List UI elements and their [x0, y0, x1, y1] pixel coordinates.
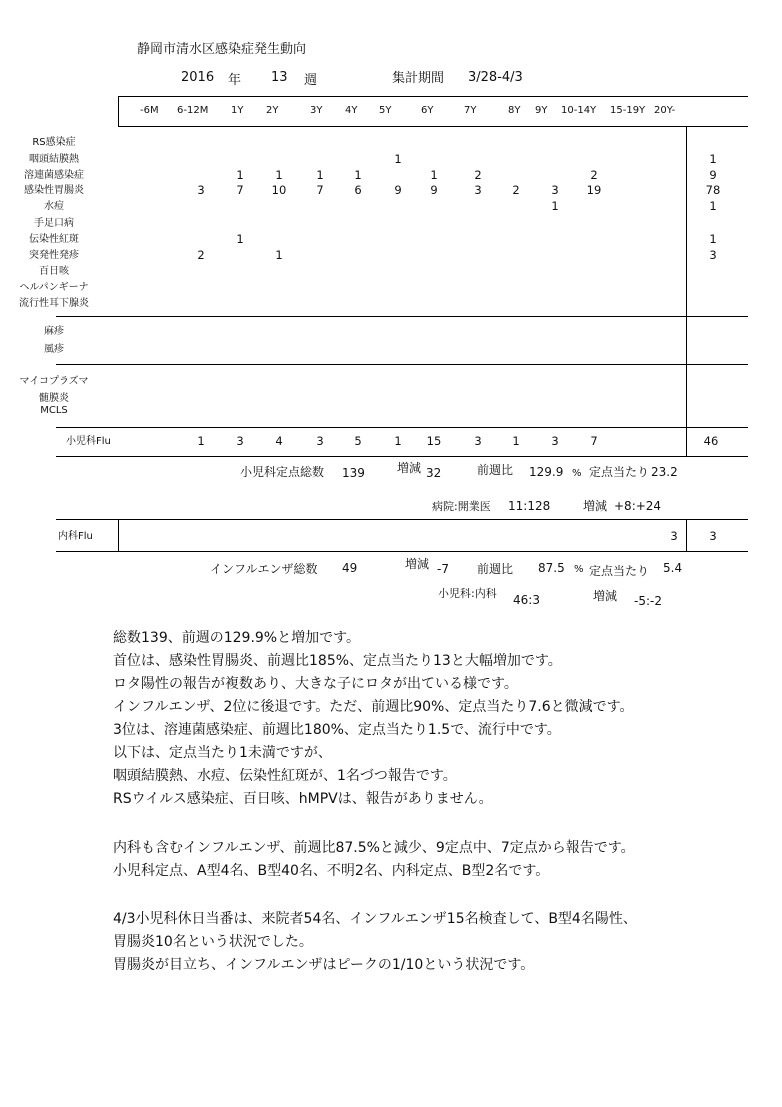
table-cell: 9	[430, 183, 438, 197]
table-cell: 7	[236, 183, 244, 197]
pediatric-flu-cell: 3	[474, 434, 482, 448]
table-cell: 2	[512, 183, 520, 197]
internal-flu-left-rule	[118, 519, 119, 551]
report-week-unit: 週	[304, 73, 318, 88]
ped-change-label: 増減	[397, 461, 422, 475]
flu-change-value: -7	[437, 562, 449, 576]
ped-per-point-value: 23.2	[651, 465, 678, 479]
row-total: 1	[709, 199, 717, 213]
row-label: 手足口病	[34, 218, 74, 229]
age-col-header: 4Y	[345, 105, 358, 116]
ped-change-value: 32	[426, 466, 442, 480]
row-label: RS感染症	[32, 137, 76, 148]
hospital-change-label: 増減	[583, 499, 608, 513]
hospital-change-value: +8:+24	[614, 499, 662, 513]
age-col-header: 1Y	[231, 105, 244, 116]
pediatric-flu-label: 小児科Flu	[66, 436, 111, 447]
ped-ratio-value: 129.9	[529, 465, 564, 479]
pediatric-flu-cell: 1	[197, 434, 205, 448]
pediatric-flu-cell: 3	[316, 434, 324, 448]
row-label: 水痘	[44, 201, 64, 212]
table-cell: 1	[275, 168, 283, 182]
report-week: 13	[271, 70, 288, 85]
row-label: MCLS	[40, 405, 68, 416]
comment-line: 胃腸炎が目立ち、インフルエンザはピークの1/10という状況です。	[113, 957, 535, 973]
table-cell: 10	[271, 183, 287, 197]
table-cell: 1	[275, 248, 283, 262]
table-cell: 2	[197, 248, 205, 262]
internal-flu-label: 内科Flu	[58, 531, 93, 542]
age-col-header: 9Y	[535, 105, 548, 116]
table-cell: 19	[586, 183, 602, 197]
split-change-label: 増減	[593, 589, 618, 603]
internal-flu-bottom-rule	[56, 551, 748, 552]
table-cell: 1	[354, 168, 362, 182]
internal-flu-total: 3	[709, 529, 717, 543]
comment-line: インフルエンザ、2位に後退です。ただ、前週比90%、定点当たり7.6と微減です。	[113, 699, 634, 715]
report-year-unit: 年	[228, 73, 242, 88]
flu-total-label: インフルエンザ総数	[210, 562, 318, 576]
row-label: 風疹	[44, 344, 64, 355]
pediatric-flu-cell: 7	[590, 434, 598, 448]
table-cell: 1	[551, 199, 559, 213]
table-cell: 1	[236, 168, 244, 182]
split-label: 小児科:内科	[438, 587, 497, 600]
flu-change-label: 増減	[405, 557, 430, 571]
pediatric-flu-cell: 1	[512, 434, 520, 448]
table-cell: 6	[354, 183, 362, 197]
group1-bottom-rule	[56, 316, 748, 317]
table-cell: 3	[474, 183, 482, 197]
split-change-value: -5:-2	[634, 594, 662, 608]
age-col-header: 7Y	[464, 105, 477, 116]
age-col-header: 6Y	[421, 105, 434, 116]
row-label: 伝染性紅斑	[29, 234, 79, 245]
hospital-ratio-label: 病院:開業医	[432, 500, 491, 513]
report-year: 2016	[181, 70, 215, 85]
pediatric-flu-cell: 3	[551, 434, 559, 448]
row-total: 78	[705, 183, 721, 197]
table-cell: 1	[316, 168, 324, 182]
comment-line: 胃腸炎10名という状況でした。	[113, 934, 313, 950]
age-col-header: -6M	[140, 105, 159, 116]
row-label: 流行性耳下腺炎	[19, 298, 89, 309]
comment-line: ロタ陽性の報告が複数あり、大きな子にロタが出ている様です。	[113, 676, 518, 692]
comment-line: 4/3小児科休日当番は、来院者54名、インフルエンザ15名検査して、B型4名陽性、	[113, 911, 637, 927]
pediatric-flu-total: 46	[703, 434, 719, 448]
flu-per-point-label: 定点当たり	[589, 564, 650, 578]
row-label: 咽頭結膜熱	[29, 154, 79, 165]
pediatric-flu-cell: 1	[394, 434, 402, 448]
ped-per-point-label: 定点当たり	[589, 465, 650, 479]
table-header-rule	[118, 126, 748, 127]
table-cell: 1	[430, 168, 438, 182]
group2-bottom-rule	[56, 364, 748, 365]
ped-ratio-label: 前週比	[477, 463, 514, 477]
table-cell: 1	[394, 152, 402, 166]
table-cell: 9	[394, 183, 402, 197]
flu-ratio-unit: %	[574, 564, 584, 575]
row-label: ヘルパンギーナ	[19, 282, 89, 293]
pediatric-flu-bottom-rule	[56, 456, 748, 457]
flu-per-point-value: 5.4	[663, 561, 683, 575]
row-label: 麻疹	[44, 326, 64, 337]
table-cell: 3	[197, 183, 205, 197]
flu-ratio-value: 87.5	[538, 561, 565, 575]
row-label: マイコプラズマ	[19, 376, 89, 387]
table-cell: 3	[551, 183, 559, 197]
ped-total-value: 139	[342, 466, 365, 480]
comment-line: 以下は、定点当たり1未満ですが、	[113, 745, 332, 761]
comment-line: 小児科定点、A型4名、B型40名、不明2名、内科定点、B型2名です。	[113, 863, 550, 879]
age-col-header: 8Y	[508, 105, 521, 116]
row-label: 髄膜炎	[39, 393, 69, 404]
page-title: 静岡市清水区感染症発生動向	[137, 42, 307, 57]
row-total: 1	[709, 152, 717, 166]
total-column-rule-upper	[686, 126, 687, 456]
pediatric-flu-cell: 15	[426, 434, 442, 448]
flu-ratio-label: 前週比	[477, 562, 514, 576]
row-total: 9	[709, 168, 717, 182]
age-col-header: 10-14Y	[561, 105, 597, 116]
comment-line: 3位は、溶連菌感染症、前週比180%、定点当たり1.5で、流行中です。	[113, 722, 561, 738]
row-total: 1	[709, 232, 717, 246]
split-value: 46:3	[513, 593, 540, 607]
table-cell: 7	[316, 183, 324, 197]
internal-flu-20y-value: 3	[670, 529, 678, 543]
row-total: 3	[709, 248, 717, 262]
table-cell: 2	[474, 168, 482, 182]
comment-line: RSウイルス感染症、百日咳、hMPVは、報告がありません。	[113, 791, 493, 807]
age-col-header: 15-19Y	[610, 105, 646, 116]
comment-line: 首位は、感染性胃腸炎、前週比185%、定点当たり13と大幅増加です。	[113, 653, 562, 669]
table-top-rule	[118, 96, 748, 97]
row-label: 感染性胃腸炎	[24, 185, 84, 196]
ped-ratio-unit: %	[572, 468, 582, 479]
age-col-header: 5Y	[379, 105, 392, 116]
row-label: 突発性発疹	[29, 250, 79, 261]
table-cell: 1	[236, 232, 244, 246]
internal-flu-top-rule	[56, 519, 748, 520]
row-label: 百日咳	[39, 266, 69, 277]
table-left-rule	[118, 96, 119, 127]
comment-line: 総数139、前週の129.9%と増加です。	[113, 630, 360, 646]
age-col-header: 6-12M	[177, 105, 209, 116]
group3-bottom-rule	[56, 427, 748, 428]
age-col-header: 20Y-	[654, 105, 676, 116]
flu-total-value: 49	[342, 561, 358, 575]
comment-line: 咽頭結膜熱、水痘、伝染性紅斑が、1名づつ報告です。	[113, 768, 457, 784]
age-col-header: 3Y	[310, 105, 323, 116]
pediatric-flu-cell: 5	[354, 434, 362, 448]
period-value: 3/28-4/3	[468, 70, 523, 85]
period-label: 集計期間	[392, 71, 445, 86]
comment-line: 内科も含むインフルエンザ、前週比87.5%と減少、9定点中、7定点から報告です。	[113, 840, 635, 856]
hospital-ratio-value: 11:128	[508, 499, 551, 513]
ped-total-label: 小児科定点総数	[240, 465, 325, 479]
pediatric-flu-cell: 4	[275, 434, 283, 448]
pediatric-flu-cell: 3	[236, 434, 244, 448]
table-cell: 2	[590, 168, 598, 182]
age-col-header: 2Y	[266, 105, 279, 116]
row-label: 溶連菌感染症	[24, 170, 84, 181]
